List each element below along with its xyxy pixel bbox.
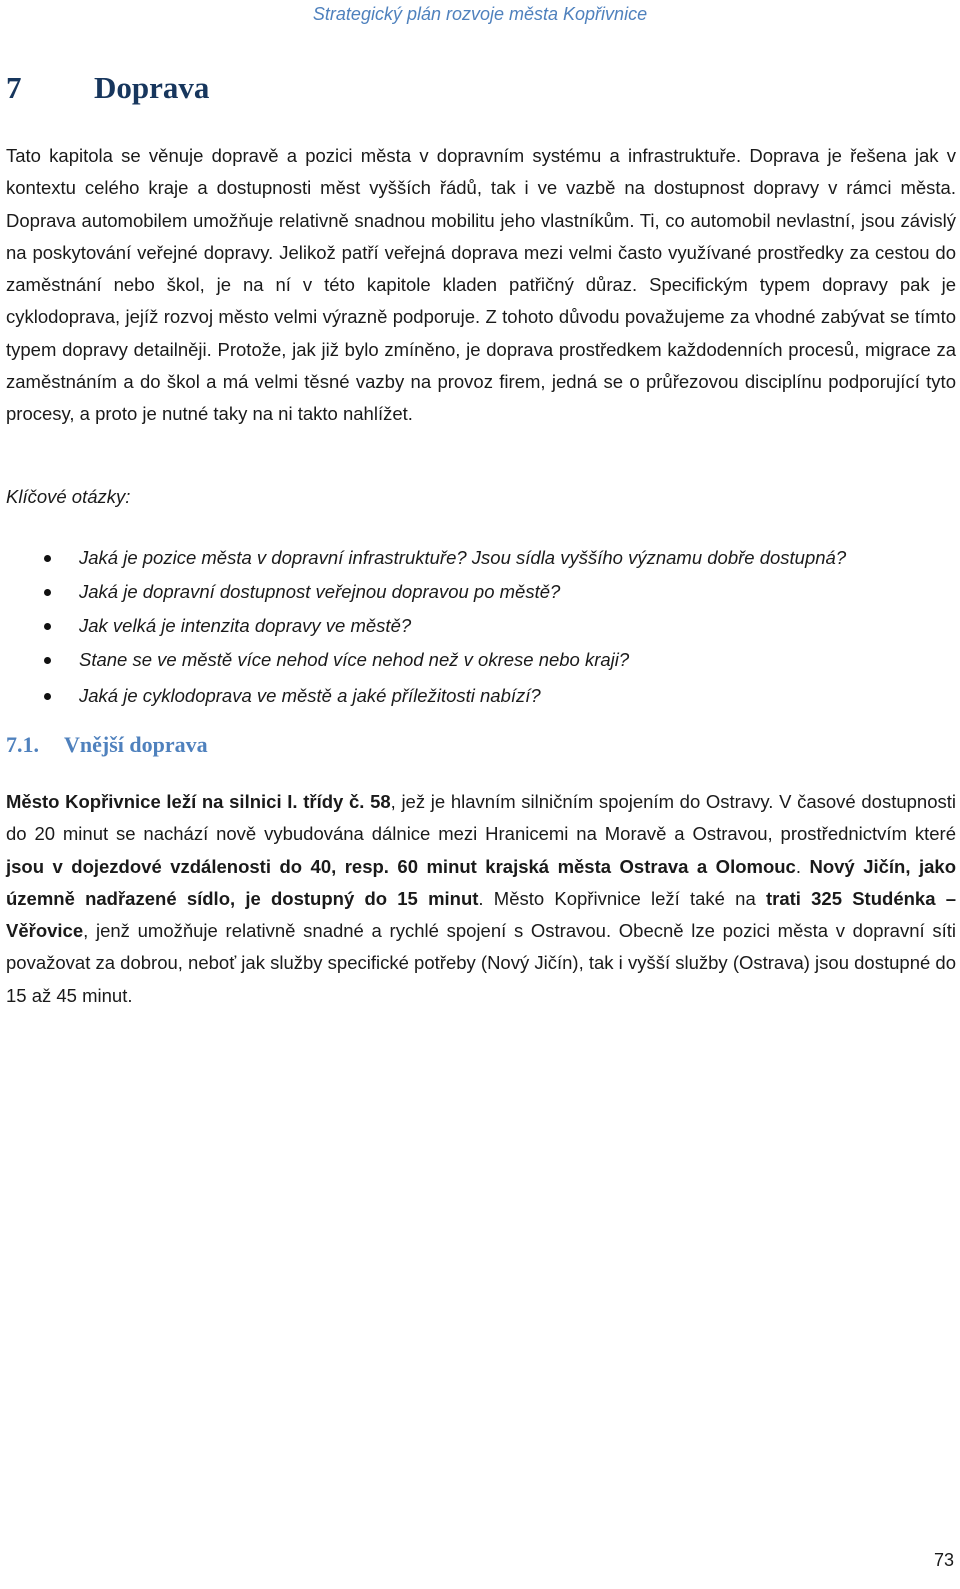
section-title: Vnější doprava <box>64 732 208 757</box>
bullet-icon <box>44 693 51 700</box>
intro-sentence: Z tohoto důvodu považujeme za vhodné zabývat se tímto typem dopravy detailněji. <box>6 306 956 360</box>
emphasis-text: Město Kopřivnice leží na silnici I. třídy č. 58 <box>6 791 391 812</box>
section-heading <box>6 732 208 758</box>
intro-sentence: Tato kapitola se věnuje dopravě a pozici města v dopravním systému a infrastruktuře. <box>6 145 742 166</box>
question-text: Stane se ve městě více nehod více nehod než v okrese nebo kraji? <box>79 649 630 670</box>
list-item <box>6 643 956 677</box>
bullet-icon <box>44 657 51 664</box>
emphasis-text: jsou v dojezdové vzdálenosti do 40, resp. 60 minut krajská města Ostrava a Olomouc <box>6 855 796 877</box>
intro-sentence: Doprava automobilem umožňuje relativně snadnou mobilitu jeho vlastníkům. <box>6 209 635 231</box>
list-item <box>6 609 956 643</box>
body-text: , jenž umožňuje relativně snadné a rychlé spojení s Ostravou. Obecně lze pozici města v dopravní síti považovat za dobrou, neboť jak služby specifické potřeby (Nový Jičín), tak i vyšší služby (Ostrava) jsou dostupné do 15 až 45 minut. <box>6 920 956 1006</box>
section-paragraph <box>6 786 956 1012</box>
bullet-icon <box>44 555 51 562</box>
key-questions-label: Klíčové otázky: <box>6 486 131 507</box>
running-header: Strategický plán rozvoje města Kopřivnice <box>312 4 648 24</box>
list-item <box>6 541 956 575</box>
body-text: . Město Kopřivnice leží také na <box>478 887 766 909</box>
intro-sentence: Doprava je řešena jak v kontextu celého kraje a dostupnosti měst vyšších řádů, tak i ve vazbě na dostupnost dopravy v rámci města. <box>6 145 956 199</box>
chapter-heading <box>6 70 209 106</box>
intro-sentence: Jelikož patří veřejná doprava mezi velmi často využívané prostředky za cestou do zaměstnání nebo škol, je na ní v této kapitole kladen patřičný důraz. <box>6 241 957 296</box>
list-item <box>6 575 956 609</box>
intro-sentence: Protože, jak již bylo zmíněno, je doprava prostředkem každodenních procesů, migrace za zaměstnáním a do škol a má velmi těsné vazby na provoz firem, jedná se o průřezovou disciplínu podporující tyto procesy, a proto je nutné taky na ni takto nahlížet. <box>6 338 957 425</box>
question-text: Jaká je cyklodoprava ve městě a jaké příležitosti nabízí? <box>79 685 541 706</box>
chapter-title: Doprava <box>94 70 210 105</box>
body-text: . <box>795 855 810 877</box>
emphasis-text: Nový Jičín, jako územně nadřazené sídlo, je dostupný do 15 minut <box>6 855 956 909</box>
intro-sentence: Ti, co automobil nevlastní, jsou závislý na poskytování veřejné dopravy. <box>6 209 957 263</box>
list-item <box>6 679 956 713</box>
key-questions-list <box>6 541 956 713</box>
chapter-number: 7 <box>6 70 22 105</box>
question-text: Jaká je dopravní dostupnost veřejnou dopravou po městě? <box>79 581 561 602</box>
intro-paragraph <box>6 140 956 431</box>
page-number: 73 <box>933 1550 954 1570</box>
section-number: 7.1. <box>6 732 39 757</box>
question-text: Jak velká je intenzita dopravy ve městě? <box>79 615 412 636</box>
intro-sentence: Specifickým typem dopravy pak je cyklodoprava, jejíž rozvoj město velmi výrazně podporuje. <box>6 274 957 328</box>
body-text: , jež je hlavním silničním spojením do Ostravy. V časové dostupnosti do 20 minut se nachází nově vybudována dálnice mezi Hranicemi na Moravě a Ostravou, prostřednictvím které <box>6 791 956 845</box>
emphasis-text: trati 325 Studénka – Věřovice <box>6 887 956 942</box>
bullet-icon <box>44 623 51 630</box>
bullet-icon <box>44 589 51 596</box>
question-text: Jaká je pozice města v dopravní infrastruktuře? Jsou sídla vyššího významu dobře dostupná? <box>79 547 847 568</box>
